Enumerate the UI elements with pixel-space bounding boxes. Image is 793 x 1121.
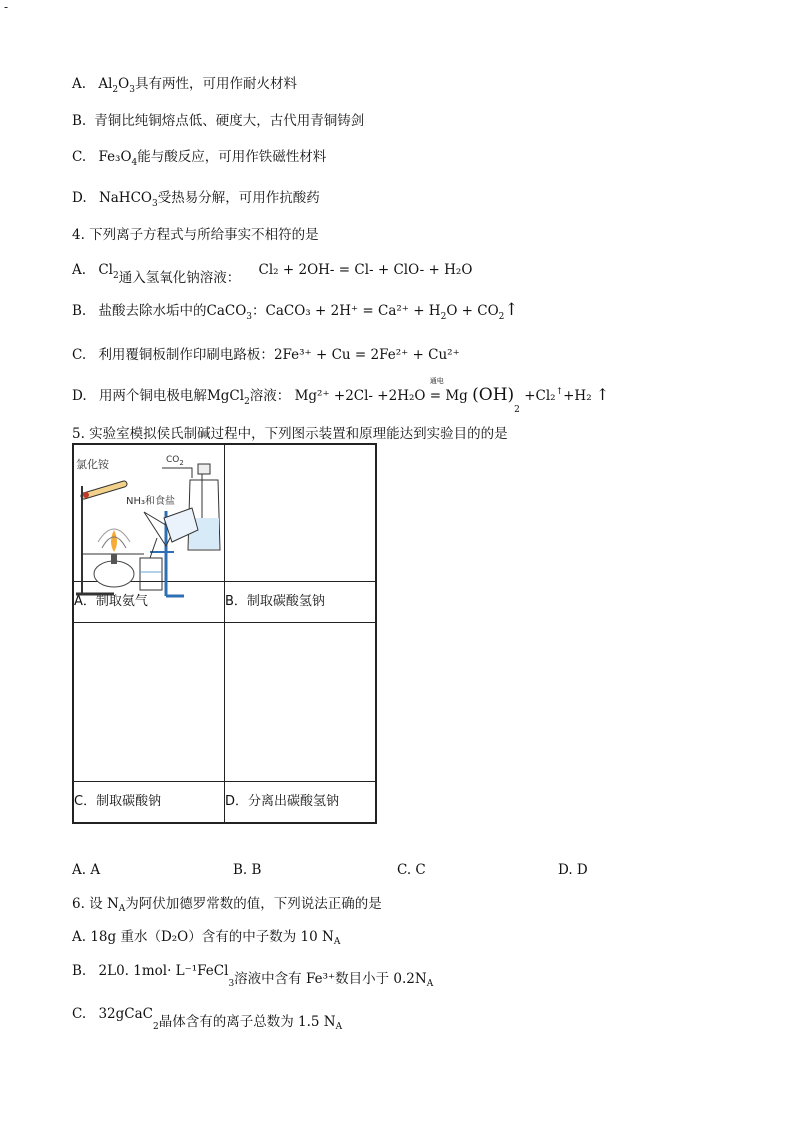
q5-choice-c[interactable]: C. C (397, 862, 426, 878)
cell-c-image (73, 623, 225, 782)
beaker-icon (140, 558, 162, 590)
cell-b-image (225, 444, 377, 582)
label-nh3-salt: NH₃和食盐 (126, 496, 176, 507)
q5-choice-b[interactable]: B. B (233, 862, 262, 878)
q5-choice-d[interactable]: D. D (558, 862, 588, 878)
q6-stem: 6. 设 $N_A$为阿伏加德罗常数的值，下列说法正确的是 (72, 896, 382, 914)
q5-choice-a[interactable]: A. A (72, 862, 101, 878)
q4-option-b[interactable]: B. 盐酸去除水垢中的CaCO$_3$：CaCO₃ + $2H^+ = Ca^{2+} + H_2O$ + $CO_2↑$ (72, 300, 519, 322)
cell-d-label: D．分离出碳酸氢钠 (225, 782, 377, 824)
q3-option-b[interactable]: B. 青铜比纯铜熔点低、硬度大，古代用青铜铸剑 (72, 113, 365, 129)
q4-option-a[interactable]: A. $Cl_2$通入氢氧化钠溶液： Cl₂ + 2OH- = Cl- + ClO- + H₂O (72, 262, 473, 286)
q6-option-b[interactable]: B. 2L0. 1mol· L⁻¹FeCl$_3$溶液中含有 Fe³⁺数目小于 $0.2N_A$ (72, 963, 434, 989)
q4-option-d[interactable]: D. 用两个铜电极电解MgCl$_2$溶液： Mg²⁺ +2Cl- +2H₂O 通电 = Mg $(OH)_2 +Cl_2^↑+H_2$ ↑ (72, 377, 610, 415)
q3-option-c[interactable]: C. $Fe_3O_4$能与酸反应，可用作铁磁性材料 (72, 149, 327, 168)
alcohol-lamp-icon (94, 529, 134, 587)
q6-option-a[interactable]: A. 18g 重水（D₂O）含有的中子数为 10 $N_A$ (72, 929, 341, 947)
corner-mark: - (4, 0, 9, 14)
q3-option-d[interactable]: D. NaHCO$_3$受热易分解，可用作抗酸药 (72, 190, 320, 209)
q3-option-a[interactable]: A. $Al_2O_3$具有两性，可用作耐火材料 (72, 76, 297, 95)
q4-option-c[interactable]: C. 利用覆铜板制作印刷电路板：2Fe³⁺ + Cu = 2Fe²⁺ + Cu²⁺ (72, 347, 460, 363)
label-co2: $CO_2$ (166, 455, 184, 467)
label-ammonium-chloride: 氯化铵 (76, 458, 109, 471)
q6-option-c[interactable]: C. 32gCaC$_2$晶体含有的离子总数为 1.5 $N_A$ (72, 1006, 343, 1032)
cell-c-label: C．制取碳酸钠 (73, 782, 225, 824)
ammonia-apparatus-figure (74, 446, 224, 606)
cell-a-label: A．制取氨气 (73, 582, 225, 623)
q5-stem: 5. 实验室模拟侯氏制碱过程中，下列图示装置和原理能达到实验目的的是 (72, 426, 508, 442)
cell-d-image (225, 623, 377, 782)
q4-stem: 4. 下列离子方程式与所给事实不相符的是 (72, 227, 319, 243)
test-tube-icon (83, 484, 124, 498)
cell-b-label: B．制取碳酸氢钠 (225, 582, 377, 623)
